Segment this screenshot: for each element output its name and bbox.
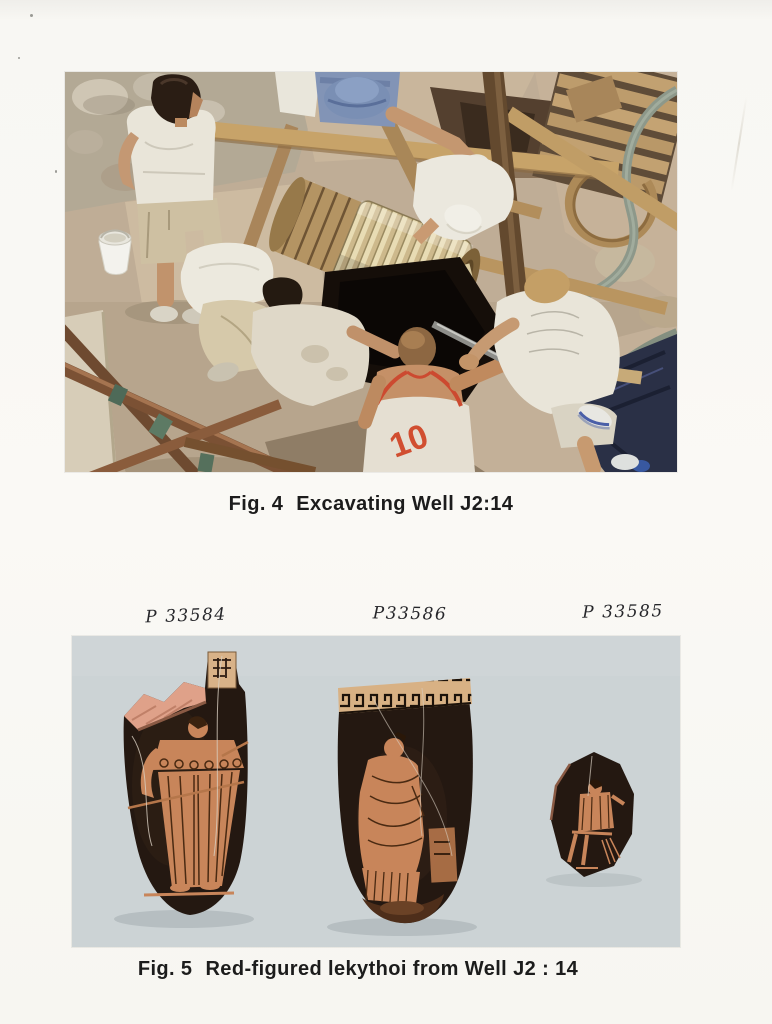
figure5-label: Fig. 5 xyxy=(137,958,193,980)
figure4-label: Fig. 4 xyxy=(228,493,284,515)
scan-speck xyxy=(18,57,20,59)
figure5-photo xyxy=(72,636,680,947)
artifact-label-p33586: P33586 xyxy=(372,603,448,625)
figure5-caption xyxy=(52,958,664,981)
jersey-number: 10 xyxy=(384,416,434,466)
artifact-label-p33584: P 33584 xyxy=(144,604,228,628)
artifact-label-p33585: P 33585 xyxy=(582,601,664,623)
figure4-title: Excavating Well J2:14 xyxy=(296,493,514,515)
figure5-title: Red-figured lekythoi from Well J2 : 14 xyxy=(205,958,579,980)
scan-speck xyxy=(55,170,57,173)
lekythos-p33586 xyxy=(338,678,473,923)
figure4-caption xyxy=(65,493,677,516)
scan-speck xyxy=(30,14,33,17)
paper-crease xyxy=(731,96,748,190)
figure4-photo xyxy=(65,72,677,472)
